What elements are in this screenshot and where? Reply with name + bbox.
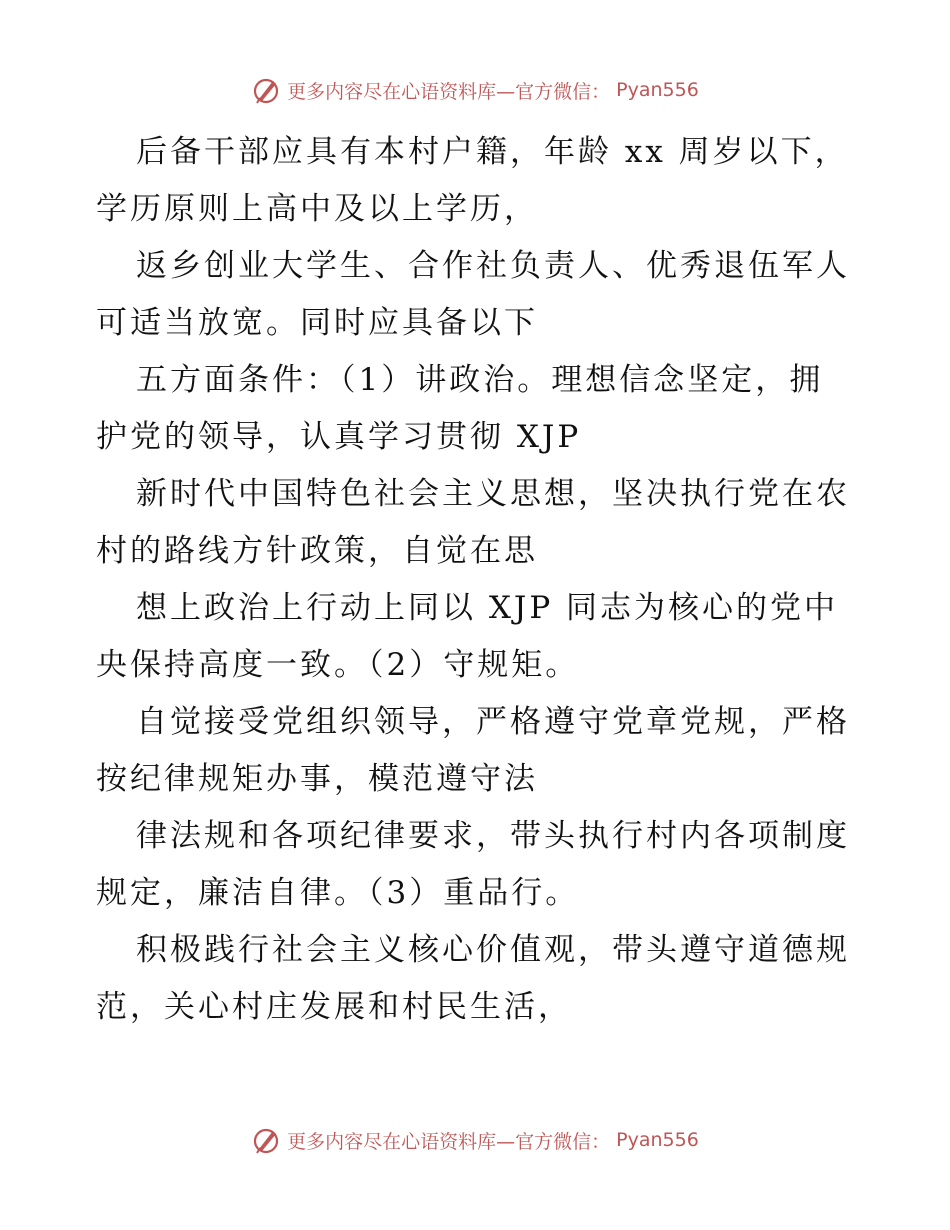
paragraph: 新时代中国特色社会主义思想，坚决执行党在农村的路线方针政策，自觉在思 <box>96 476 850 569</box>
paragraph: 五方面条件：（1）讲政治。理想信念坚定，拥护党的领导，认真学习贯彻 XJP <box>96 362 824 455</box>
quill-pen-logo-icon <box>251 75 281 105</box>
header-watermark <box>0 70 950 110</box>
paragraph: 返乡创业大学生、合作社负责人、优秀退伍军人可适当放宽。同时应具备以下 <box>96 248 850 341</box>
paragraph: 后备干部应具有本村户籍，年龄 xx 周岁以下，学历原则上高中及以上学历， <box>96 134 849 227</box>
watermark-text: 更多内容尽在心语资料库—官方微信： <box>287 1130 611 1153</box>
watermark-account: Pyan556 <box>616 1129 699 1151</box>
watermark-text: 更多内容尽在心语资料库—官方微信： <box>287 80 611 103</box>
watermark-account: Pyan556 <box>616 79 699 101</box>
footer-watermark <box>0 1120 950 1160</box>
paragraph: 律法规和各项纪律要求，带头执行村内各项制度规定，廉洁自律。（3）重品行。 <box>96 818 850 911</box>
paragraph: 自觉接受党组织领导，严格遵守党章党规，严格按纪律规矩办事，模范遵守法 <box>96 704 850 797</box>
paragraph: 积极践行社会主义核心价值观，带头遵守道德规范，关心村庄发展和村民生活， <box>96 932 850 1025</box>
document-body <box>96 124 856 1036</box>
quill-pen-logo-icon <box>251 1125 281 1155</box>
paragraph: 想上政治上行动上同以 XJP 同志为核心的党中央保持高度一致。（2）守规矩。 <box>96 590 839 683</box>
